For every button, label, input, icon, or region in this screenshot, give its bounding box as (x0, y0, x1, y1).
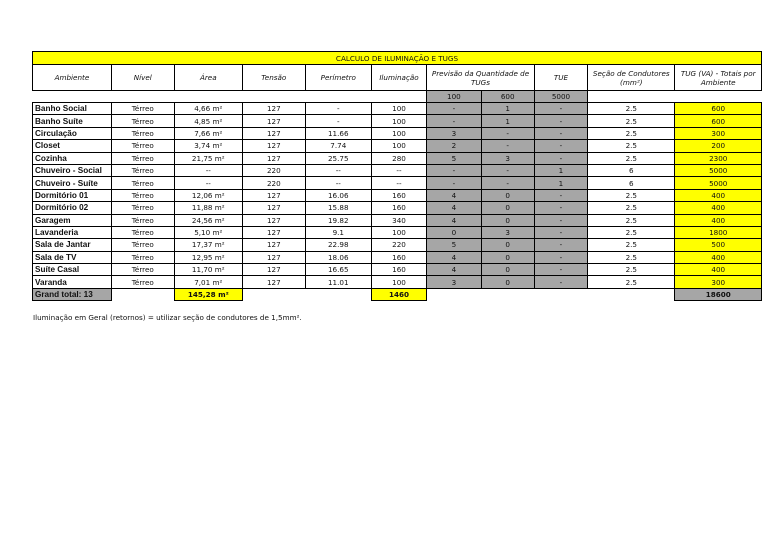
cell-tug-100: 2 (427, 140, 481, 152)
cell-iluminacao: 100 (371, 127, 426, 139)
cell-tug-total: 400 (675, 264, 762, 276)
cell-iluminacao: 160 (371, 202, 426, 214)
total-spacer (427, 288, 675, 300)
cell-iluminacao: 160 (371, 189, 426, 201)
cell-tue: - (534, 189, 587, 201)
cell-secao: 2.5 (588, 226, 675, 238)
cell-perimetro: -- (305, 177, 371, 189)
cell-secao: 2.5 (588, 202, 675, 214)
cell-tug-100: 4 (427, 189, 481, 201)
cell-nivel: Térreo (111, 226, 174, 238)
cell-iluminacao: 220 (371, 239, 426, 251)
cell-area: 12,06 m² (174, 189, 242, 201)
cell-nivel: Térreo (111, 140, 174, 152)
cell-perimetro: 11.01 (305, 276, 371, 288)
cell-iluminacao: 100 (371, 140, 426, 152)
cell-nivel: Térreo (111, 214, 174, 226)
total-iluminacao: 1460 (371, 288, 426, 300)
cell-tug-100: - (427, 164, 481, 176)
cell-tug-total: 600 (675, 103, 762, 115)
cell-area: 11,88 m² (174, 202, 242, 214)
cell-secao: 2.5 (588, 214, 675, 226)
cell-tug-total: 200 (675, 140, 762, 152)
cell-secao: 2.5 (588, 251, 675, 263)
cell-ambiente: Dormitório 01 (33, 189, 112, 201)
sub-header-600: 600 (481, 91, 534, 103)
calc-table (32, 51, 762, 301)
table-row (33, 115, 762, 127)
cell-tug-600: 3 (481, 152, 534, 164)
cell-area: 4,66 m² (174, 103, 242, 115)
cell-ambiente: Chuveiro - Social (33, 164, 112, 176)
cell-tug-100: 5 (427, 239, 481, 251)
cell-area: 17,37 m² (174, 239, 242, 251)
cell-ambiente: Varanda (33, 276, 112, 288)
cell-ambiente: Garagem (33, 214, 112, 226)
cell-tug-600: - (481, 140, 534, 152)
cell-tensao: 127 (242, 226, 305, 238)
cell-tug-100: 4 (427, 251, 481, 263)
cell-perimetro: 19.82 (305, 214, 371, 226)
cell-tug-600: 0 (481, 214, 534, 226)
header-perimetro: Perímetro (305, 65, 371, 91)
cell-tensao: 127 (242, 152, 305, 164)
cell-perimetro: 16.65 (305, 264, 371, 276)
cell-perimetro: - (305, 103, 371, 115)
table-row (33, 202, 762, 214)
cell-perimetro: 18.06 (305, 251, 371, 263)
cell-area: -- (174, 164, 242, 176)
cell-tensao: 127 (242, 202, 305, 214)
cell-tue: - (534, 140, 587, 152)
cell-iluminacao: 100 (371, 226, 426, 238)
cell-tug-600: - (481, 177, 534, 189)
cell-tue: - (534, 152, 587, 164)
table-row (33, 164, 762, 176)
cell-area: 7,01 m² (174, 276, 242, 288)
cell-tug-600: 1 (481, 115, 534, 127)
cell-tue: - (534, 226, 587, 238)
table-row (33, 189, 762, 201)
cell-iluminacao: 100 (371, 115, 426, 127)
cell-tensao: 127 (242, 103, 305, 115)
total-spacer (242, 288, 371, 300)
cell-area: 4,85 m² (174, 115, 242, 127)
cell-tensao: 127 (242, 239, 305, 251)
cell-nivel: Térreo (111, 276, 174, 288)
cell-ambiente: Lavanderia (33, 226, 112, 238)
cell-iluminacao: -- (371, 177, 426, 189)
cell-tug-100: 5 (427, 152, 481, 164)
cell-area: 12,95 m² (174, 251, 242, 263)
cell-iluminacao: 340 (371, 214, 426, 226)
cell-secao: 6 (588, 177, 675, 189)
cell-perimetro: 9.1 (305, 226, 371, 238)
cell-tue: - (534, 103, 587, 115)
cell-perimetro: 11.66 (305, 127, 371, 139)
cell-nivel: Térreo (111, 177, 174, 189)
cell-perimetro: 15.88 (305, 202, 371, 214)
cell-tug-100: 4 (427, 202, 481, 214)
cell-nivel: Térreo (111, 251, 174, 263)
cell-secao: 2.5 (588, 276, 675, 288)
cell-nivel: Térreo (111, 164, 174, 176)
cell-tug-total: 600 (675, 115, 762, 127)
cell-secao: 6 (588, 164, 675, 176)
cell-tue: - (534, 115, 587, 127)
cell-tug-600: - (481, 164, 534, 176)
cell-perimetro: 22.98 (305, 239, 371, 251)
cell-secao: 2.5 (588, 115, 675, 127)
cell-area: 7,66 m² (174, 127, 242, 139)
cell-tug-total: 400 (675, 189, 762, 201)
cell-ambiente: Closet (33, 140, 112, 152)
cell-tug-total: 300 (675, 276, 762, 288)
header-ambiente: Ambiente (33, 65, 112, 91)
cell-tue: - (534, 264, 587, 276)
cell-nivel: Térreo (111, 202, 174, 214)
cell-tug-total: 5000 (675, 177, 762, 189)
cell-tug-100: 4 (427, 264, 481, 276)
header-tug-total: TUG (VA) - Totais por Ambiente (675, 65, 762, 91)
cell-area: 24,56 m² (174, 214, 242, 226)
cell-nivel: Térreo (111, 127, 174, 139)
cell-tug-total: 2300 (675, 152, 762, 164)
cell-tug-total: 5000 (675, 164, 762, 176)
cell-tug-total: 300 (675, 127, 762, 139)
cell-tensao: 127 (242, 115, 305, 127)
header-area: Área (174, 65, 242, 91)
cell-iluminacao: 100 (371, 276, 426, 288)
cell-tensao: 127 (242, 214, 305, 226)
footnote: Iluminação em Geral (retornos) = utilizar seção de condutores de 1,5mm². (33, 313, 302, 322)
cell-iluminacao: 160 (371, 264, 426, 276)
cell-tug-total: 400 (675, 251, 762, 263)
cell-perimetro: -- (305, 164, 371, 176)
cell-tug-600: 1 (481, 103, 534, 115)
cell-tug-100: 0 (427, 226, 481, 238)
cell-ambiente: Circulação (33, 127, 112, 139)
table-row (33, 140, 762, 152)
cell-perimetro: 7.74 (305, 140, 371, 152)
cell-ambiente: Sala de Jantar (33, 239, 112, 251)
cell-ambiente: Dormitório 02 (33, 202, 112, 214)
cell-tug-total: 400 (675, 202, 762, 214)
cell-area: -- (174, 177, 242, 189)
total-area: 145,28 m² (174, 288, 242, 300)
table-row (33, 239, 762, 251)
total-tug: 18600 (675, 288, 762, 300)
cell-ambiente: Suíte Casal (33, 264, 112, 276)
header-nivel: Nível (111, 65, 174, 91)
cell-tug-100: 3 (427, 276, 481, 288)
cell-tensao: 127 (242, 189, 305, 201)
header-tensao: Tensão (242, 65, 305, 91)
cell-tue: - (534, 276, 587, 288)
cell-perimetro: 25.75 (305, 152, 371, 164)
cell-ambiente: Cozinha (33, 152, 112, 164)
cell-tue: - (534, 239, 587, 251)
cell-nivel: Térreo (111, 239, 174, 251)
cell-secao: 2.5 (588, 239, 675, 251)
cell-tue: 1 (534, 164, 587, 176)
cell-tug-600: 0 (481, 276, 534, 288)
cell-ambiente: Chuveiro - Suíte (33, 177, 112, 189)
table-body (33, 103, 762, 289)
cell-tug-total: 400 (675, 214, 762, 226)
cell-tug-600: 0 (481, 202, 534, 214)
table-row (33, 226, 762, 238)
cell-area: 5,10 m² (174, 226, 242, 238)
cell-perimetro: 16.06 (305, 189, 371, 201)
header-tue: TUE (534, 65, 587, 91)
cell-tug-100: 4 (427, 214, 481, 226)
cell-tug-600: 3 (481, 226, 534, 238)
total-spacer (111, 288, 174, 300)
table-row (33, 251, 762, 263)
cell-tensao: 127 (242, 264, 305, 276)
cell-tue: - (534, 202, 587, 214)
grand-total-label: Grand total: 13 (33, 288, 112, 300)
cell-tue: - (534, 127, 587, 139)
cell-area: 3,74 m² (174, 140, 242, 152)
cell-tug-100: - (427, 115, 481, 127)
cell-tug-100: 3 (427, 127, 481, 139)
cell-tug-total: 1800 (675, 226, 762, 238)
cell-tensao: 127 (242, 140, 305, 152)
table-row (33, 214, 762, 226)
cell-iluminacao: -- (371, 164, 426, 176)
header-tugs: Previsão da Quantidade de TUGs (427, 65, 535, 91)
cell-tug-600: - (481, 127, 534, 139)
table-row (33, 264, 762, 276)
table-title: CALCULO DE ILUMINAÇÃO E TUGS (33, 52, 762, 65)
cell-secao: 2.5 (588, 127, 675, 139)
cell-area: 21,75 m² (174, 152, 242, 164)
cell-tensao: 220 (242, 164, 305, 176)
cell-nivel: Térreo (111, 189, 174, 201)
cell-tug-total: 500 (675, 239, 762, 251)
cell-ambiente: Banho Social (33, 103, 112, 115)
cell-tug-600: 0 (481, 264, 534, 276)
header-iluminacao: Iluminação (371, 65, 426, 91)
table-row (33, 276, 762, 288)
cell-tug-600: 0 (481, 251, 534, 263)
cell-tug-600: 0 (481, 189, 534, 201)
cell-tensao: 127 (242, 251, 305, 263)
sub-header-5000: 5000 (534, 91, 587, 103)
cell-tensao: 220 (242, 177, 305, 189)
cell-nivel: Térreo (111, 115, 174, 127)
cell-secao: 2.5 (588, 152, 675, 164)
cell-tue: - (534, 214, 587, 226)
table-row (33, 177, 762, 189)
cell-tug-100: - (427, 177, 481, 189)
cell-tug-600: 0 (481, 239, 534, 251)
cell-secao: 2.5 (588, 103, 675, 115)
table-row (33, 152, 762, 164)
sub-header-spacer-right (588, 91, 762, 103)
cell-secao: 2.5 (588, 189, 675, 201)
cell-ambiente: Sala de TV (33, 251, 112, 263)
header-secao: Seção de Condutores (mm²) (588, 65, 675, 91)
table-row (33, 127, 762, 139)
cell-area: 11,70 m² (174, 264, 242, 276)
cell-tue: - (534, 251, 587, 263)
cell-secao: 2.5 (588, 264, 675, 276)
cell-tug-100: - (427, 103, 481, 115)
cell-iluminacao: 280 (371, 152, 426, 164)
cell-perimetro: - (305, 115, 371, 127)
cell-nivel: Térreo (111, 264, 174, 276)
cell-tue: 1 (534, 177, 587, 189)
cell-secao: 2.5 (588, 140, 675, 152)
cell-tensao: 127 (242, 276, 305, 288)
sub-header-100: 100 (427, 91, 481, 103)
sub-header-spacer (33, 91, 427, 103)
cell-nivel: Térreo (111, 103, 174, 115)
cell-nivel: Térreo (111, 152, 174, 164)
cell-iluminacao: 160 (371, 251, 426, 263)
cell-iluminacao: 100 (371, 103, 426, 115)
cell-tensao: 127 (242, 127, 305, 139)
table-row (33, 103, 762, 115)
cell-ambiente: Banho Suíte (33, 115, 112, 127)
